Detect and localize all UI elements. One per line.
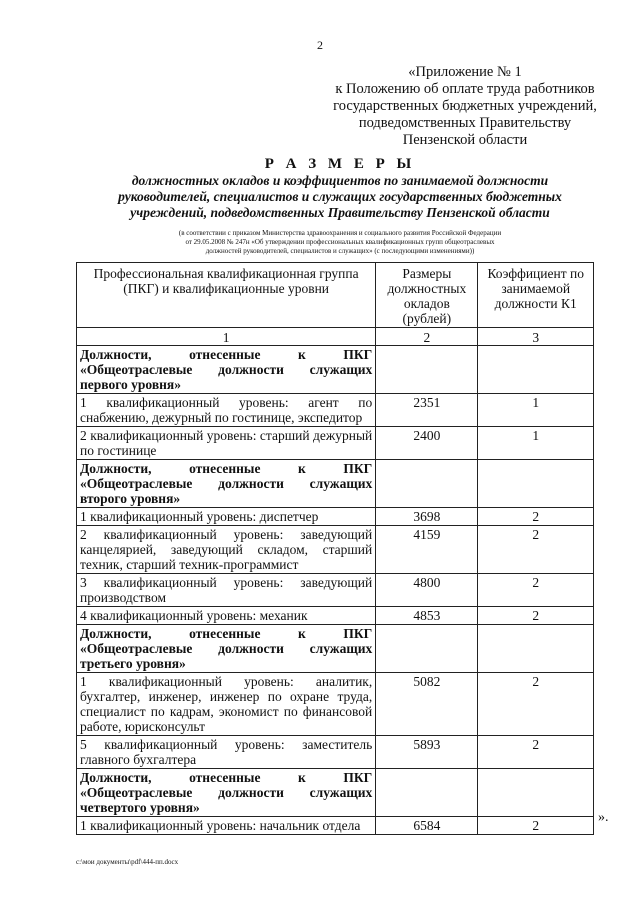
- header-group-level: Профессиональная квалификационная группа (ПКГ) и квалификационные уровни: [77, 263, 376, 328]
- salary-cell: [376, 769, 478, 817]
- coefficient-cell: 2: [478, 508, 594, 526]
- salary-cell: 3698: [376, 508, 478, 526]
- annex-line: Пензенской области: [402, 132, 528, 148]
- table-row: [77, 607, 594, 625]
- group-title: Должности, отнесенные к ПКГ «Общеотраслевые должности служащих четвертого уровня»: [77, 769, 376, 817]
- salary-cell: 2400: [376, 427, 478, 460]
- subtitle-line: руководителей, специалистов и служащих государственных бюджетных: [118, 189, 562, 204]
- position-label: 1 квалификационный уровень: агент по снабжению, дежурный по гостинице, экспедитор: [77, 394, 376, 427]
- note-line: (в соответствии с приказом Министерства здравоохранения и социального развития Российской Федерации: [178, 229, 502, 237]
- note-line: должностей руководителей, специалистов и служащих» (с последующими изменениями)): [205, 247, 475, 255]
- group-row: [77, 769, 594, 817]
- table-header-row: [77, 263, 594, 328]
- salary-cell: [376, 460, 478, 508]
- column-number: 1: [77, 328, 376, 346]
- table-row: [77, 673, 594, 736]
- table-row: [77, 736, 594, 769]
- annex-line: к Положению об оплате труда работников: [335, 81, 595, 97]
- table-row: [77, 394, 594, 427]
- position-label: 2 квалификационный уровень: заведующий канцелярией, заведующий складом, старший техник, старший техник-программист: [77, 526, 376, 574]
- position-label: 1 квалификационный уровень: аналитик, бухгалтер, инженер, инженер по охране труда, специалист по кадрам, экономист по финансовой работе, юрисконсульт: [77, 673, 376, 736]
- group-row: [77, 460, 594, 508]
- table-row: [77, 574, 594, 607]
- coefficient-cell: 2: [478, 607, 594, 625]
- salary-cell: 4853: [376, 607, 478, 625]
- coefficient-cell: [478, 625, 594, 673]
- coefficient-cell: [478, 769, 594, 817]
- coefficient-cell: [478, 460, 594, 508]
- file-path-footer: c:\мои документы\pdf\444-пп.docx: [76, 858, 179, 866]
- group-title: Должности, отнесенные к ПКГ «Общеотраслевые должности служащих второго уровня»: [77, 460, 376, 508]
- position-label: 1 квалификационный уровень: начальник отдела: [77, 817, 376, 835]
- closing-quote: ».: [598, 810, 609, 825]
- salary-cell: 5082: [376, 673, 478, 736]
- coefficient-cell: 1: [478, 394, 594, 427]
- salary-cell: 2351: [376, 394, 478, 427]
- table-row: [77, 817, 594, 835]
- coefficient-cell: 2: [478, 673, 594, 736]
- salary-cell: 6584: [376, 817, 478, 835]
- table-row: [77, 427, 594, 460]
- subtitle-line: учреждений, подведомственных Правительству Пензенской области: [130, 205, 550, 220]
- group-title: Должности, отнесенные к ПКГ «Общеотраслевые должности служащих третьего уровня»: [77, 625, 376, 673]
- position-label: 2 квалификационный уровень: старший дежурный по гостинице: [77, 427, 376, 460]
- column-number: 2: [376, 328, 478, 346]
- coefficient-cell: 2: [478, 817, 594, 835]
- document-title: Р А З М Е Р Ы: [264, 156, 416, 172]
- coefficient-cell: 2: [478, 574, 594, 607]
- group-title: Должности, отнесенные к ПКГ «Общеотраслевые должности служащих первого уровня»: [77, 346, 376, 394]
- position-label: 1 квалификационный уровень: диспетчер: [77, 508, 376, 526]
- annex-line: «Приложение № 1: [408, 64, 522, 80]
- coefficient-cell: 2: [478, 736, 594, 769]
- column-number-row: [77, 328, 594, 346]
- coefficient-cell: [478, 346, 594, 394]
- annex-header: [300, 64, 630, 149]
- salary-cell: 4159: [376, 526, 478, 574]
- group-row: [77, 625, 594, 673]
- salary-cell: [376, 625, 478, 673]
- table-row: [77, 526, 594, 574]
- subtitle-line: должностных окладов и коэффициентов по занимаемой должности: [131, 173, 549, 188]
- legal-note: [70, 229, 610, 256]
- page-number: 2: [317, 38, 323, 52]
- header-salary: Размеры должностных окладов (рублей): [376, 263, 478, 328]
- salary-table: [76, 262, 594, 835]
- salary-cell: 5893: [376, 736, 478, 769]
- note-line: от 29.05.2008 № 247н «Об утверждении профессиональных квалификационных групп общеотраслевых: [185, 238, 495, 246]
- position-label: 5 квалификационный уровень: заместитель главного бухгалтера: [77, 736, 376, 769]
- document-subtitle: [70, 173, 610, 221]
- position-label: 4 квалификационный уровень: механик: [77, 607, 376, 625]
- salary-cell: [376, 346, 478, 394]
- coefficient-cell: 2: [478, 526, 594, 574]
- annex-line: подведомственных Правительству: [358, 115, 572, 131]
- header-coefficient: Коэффициент по занимаемой должности К1: [478, 263, 594, 328]
- table-row: [77, 508, 594, 526]
- salary-cell: 4800: [376, 574, 478, 607]
- column-number: 3: [478, 328, 594, 346]
- coefficient-cell: 1: [478, 427, 594, 460]
- annex-line: государственных бюджетных учреждений,: [333, 98, 597, 114]
- position-label: 3 квалификационный уровень: заведующий производством: [77, 574, 376, 607]
- group-row: [77, 346, 594, 394]
